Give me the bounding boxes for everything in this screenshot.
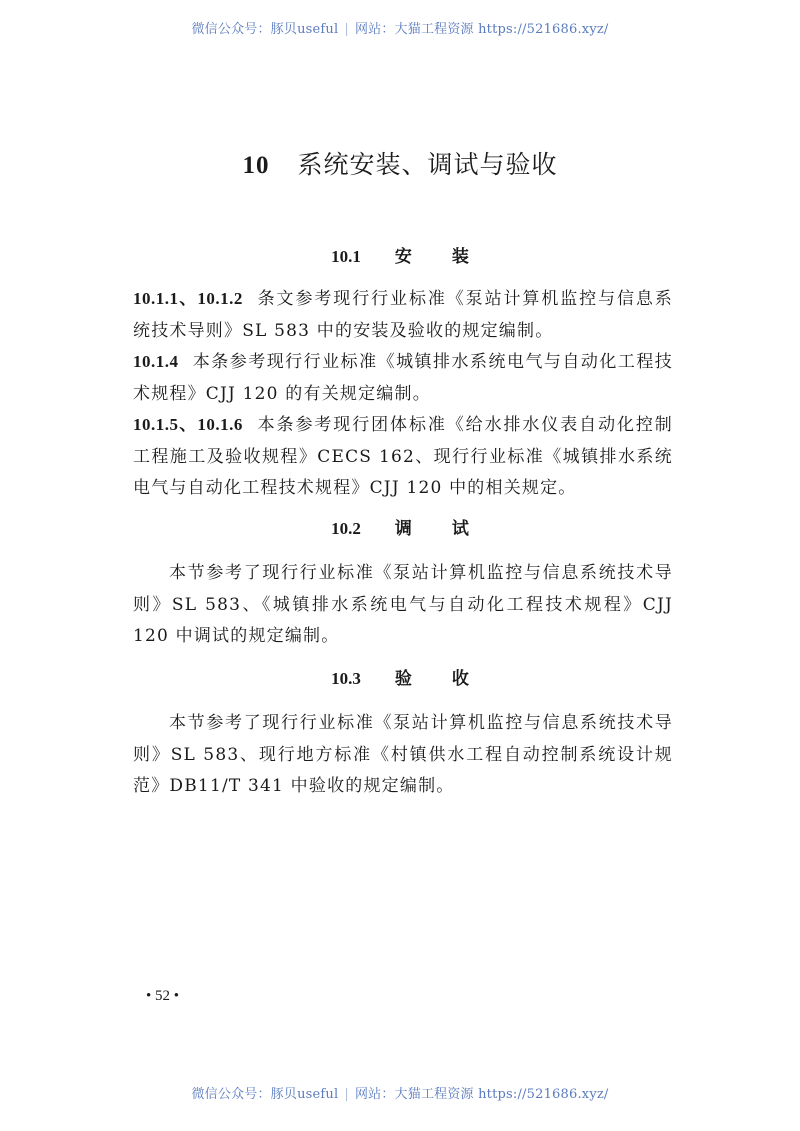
- section-number: 10.3: [331, 669, 361, 688]
- chapter-number: 10: [242, 152, 270, 179]
- section-title-10-3: [0, 664, 800, 689]
- watermark-separator: |: [344, 22, 349, 37]
- clause-text: 本条参考现行团体标准《给水排水仪表自动化控制工程施工及验收规程》CECS 162、现行行业标准《城镇排水系统电气与自动化工程技术规程》CJJ 120 中的相关规定。: [133, 415, 674, 498]
- clause-10-1-5: [133, 409, 673, 505]
- paragraph-text: 本节参考了现行行业标准《泵站计算机监控与信息系统技术导则》SL 583、现行地方标准《村镇供水工程自动控制系统设计规范》DB11/T 341 中验收的规定编制。: [133, 713, 673, 796]
- clause-10-1-1: [133, 283, 673, 347]
- paragraph-text: 本节参考了现行行业标准《泵站计算机监控与信息系统技术导则》SL 583、《城镇排水系统电气与自动化工程技术规程》CJJ 120 中调试的规定编制。: [133, 563, 673, 646]
- watermark-wechat: 微信公众号：豚贝useful: [191, 1087, 339, 1102]
- section-heading: 验收: [394, 669, 509, 689]
- section-10-3-body: [133, 708, 673, 803]
- section-10-2-body: [133, 558, 673, 653]
- section-heading: 安装: [394, 247, 509, 267]
- chapter-heading: 系统安装、调试与验收: [297, 150, 558, 179]
- clause-number: 10.1.5、10.1.6: [133, 415, 243, 434]
- chapter-title: [0, 145, 800, 181]
- watermark-wechat: 微信公众号：豚贝useful: [191, 22, 339, 37]
- section-number: 10.1: [331, 247, 361, 266]
- section-number: 10.2: [331, 519, 361, 538]
- watermark-footer: [0, 1083, 800, 1102]
- watermark-website: 网站：大猫工程资源 https://521686.xyz/: [354, 22, 609, 37]
- section-title-10-2: [0, 514, 800, 539]
- watermark-header: [0, 18, 800, 37]
- page-number: • 52 •: [146, 988, 180, 1004]
- clause-number: 10.1.1、10.1.2: [133, 289, 243, 308]
- clause-text: 本条参考现行行业标准《城镇排水系统电气与自动化工程技术规程》CJJ 120 的有关规定编制。: [133, 352, 673, 404]
- clause-text: 条文参考现行行业标准《泵站计算机监控与信息系统技术导则》SL 583 中的安装及验收的规定编制。: [133, 289, 674, 341]
- clause-number: 10.1.4: [133, 352, 179, 371]
- section-title-10-1: [0, 242, 800, 267]
- clause-10-1-4: [133, 346, 673, 410]
- watermark-separator: |: [344, 1087, 349, 1102]
- watermark-website: 网站：大猫工程资源 https://521686.xyz/: [354, 1087, 609, 1102]
- section-heading: 调试: [394, 519, 509, 539]
